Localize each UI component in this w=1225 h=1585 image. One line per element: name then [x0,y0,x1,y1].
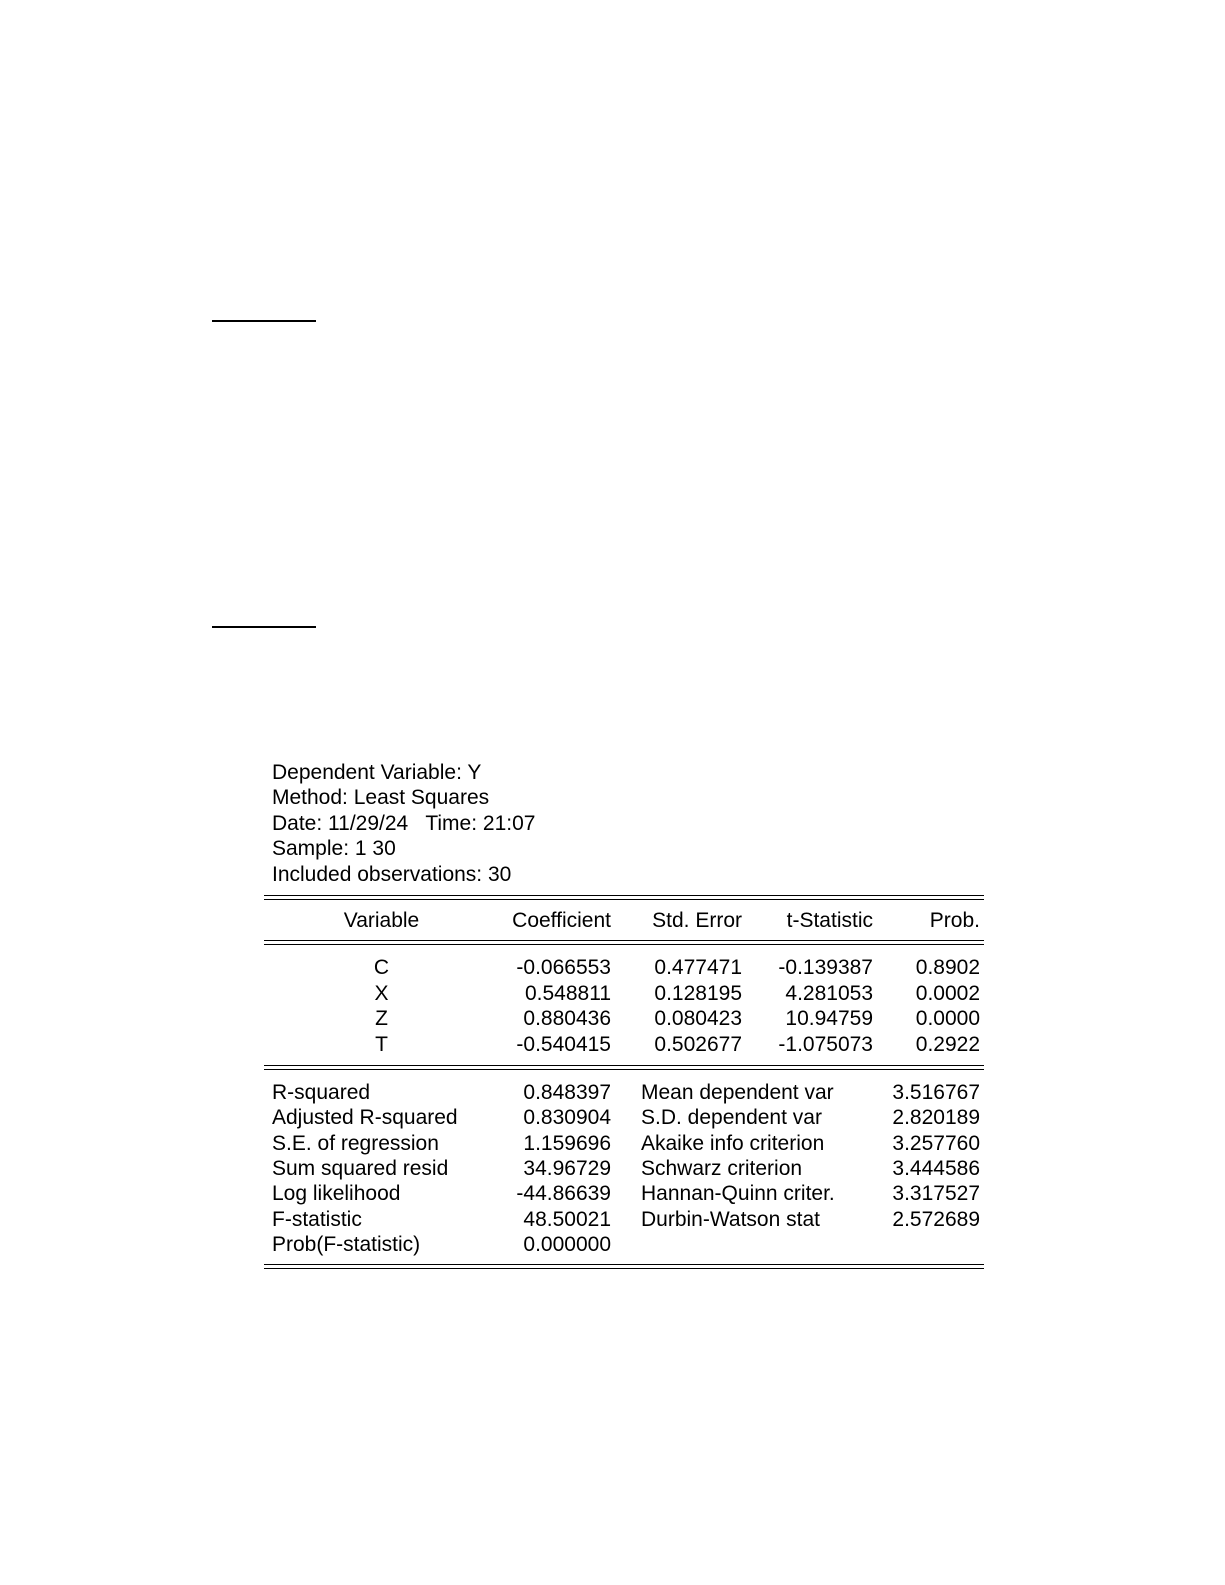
coefficient-value: -0.066553 [516,956,611,980]
sample-line: Sample: 1 30 [272,837,396,861]
col-header-std-error: Std. Error [652,908,742,932]
table-top-rule [264,895,984,900]
variable-name: Z [375,1007,388,1031]
stat-value: 2.820189 [892,1106,980,1130]
t-statistic-value: -0.139387 [778,956,873,980]
table-row [264,955,984,980]
col-header-t-statistic: t-Statistic [786,908,873,932]
stat-value: 1.159696 [523,1131,611,1155]
col-header-prob: Prob. [929,908,980,932]
regression-output [264,760,984,1269]
answer-blank-underline-2 [212,626,316,628]
stats-row [264,1207,984,1232]
stat-value: 0.830904 [523,1106,611,1130]
stat-label: Log likelihood [272,1182,401,1206]
stat-value: 34.96729 [523,1157,611,1181]
stats-row [264,1105,984,1130]
coefficient-value: 0.548811 [524,981,611,1005]
col-header-coefficient: Coefficient [512,908,611,932]
prob-value: 0.2922 [915,1032,980,1056]
stat-label: Prob(F-statistic) [272,1233,421,1257]
stats-row [264,1131,984,1156]
coefficient-value: 0.880436 [523,1007,611,1031]
stat-value: 0.000000 [523,1233,611,1257]
output-header [264,760,984,887]
stat-label: Adjusted R-squared [272,1106,458,1130]
answer-blank-underline-1 [212,320,316,322]
t-statistic-value: 10.94759 [785,1007,873,1031]
stats-row [264,1080,984,1105]
std-error-value: 0.502677 [654,1032,742,1056]
column-header-row [264,908,984,933]
stat-label: Akaike info criterion [641,1131,825,1155]
prob-value: 0.8902 [915,956,980,980]
summary-stats-block [264,1070,984,1264]
t-statistic-value: 4.281053 [785,981,873,1005]
dependent-variable-line: Dependent Variable: Y [272,761,482,784]
stats-row [264,1156,984,1181]
coefficient-value: -0.540415 [516,1032,611,1056]
std-error-value: 0.128195 [654,981,742,1005]
table-row [264,1032,984,1057]
stat-label: Sum squared resid [272,1157,449,1181]
stat-value: 0.848397 [523,1080,611,1104]
included-observations-line: Included observations: 30 [272,862,512,886]
stat-label: S.E. of regression [272,1131,439,1155]
stats-row [264,1232,984,1257]
stat-label: R-squared [272,1080,371,1104]
stat-value: 2.572689 [892,1207,980,1231]
table-bottom-rule [264,1264,984,1269]
stat-label: F-statistic [272,1207,362,1231]
variable-name: X [374,981,389,1005]
stat-label: S.D. dependent var [641,1106,822,1130]
stat-label: Schwarz criterion [641,1157,803,1181]
stat-value: 3.444586 [892,1157,980,1181]
stat-label: Hannan-Quinn criter. [641,1182,835,1206]
stat-value: 3.516767 [892,1080,980,1104]
std-error-value: 0.477471 [654,956,742,980]
table-row [264,1006,984,1031]
stat-value: 3.317527 [892,1182,980,1206]
coefficient-block [264,945,984,1065]
stat-value: 3.257760 [892,1131,980,1155]
stat-label: Mean dependent var [641,1080,834,1104]
std-error-value: 0.080423 [654,1007,742,1031]
t-statistic-value: -1.075073 [778,1032,873,1056]
variable-name: C [373,956,390,980]
prob-value: 0.0002 [915,981,980,1005]
variable-name: T [375,1032,388,1056]
method-line: Method: Least Squares [272,786,490,810]
stats-row [264,1181,984,1206]
stat-value: -44.86639 [516,1182,611,1206]
stat-value: 48.50021 [523,1207,611,1231]
prob-value: 0.0000 [915,1007,980,1031]
table-row [264,981,984,1006]
stat-label: Durbin-Watson stat [641,1207,820,1231]
date-time-line: Date: 11/29/24 Time: 21:07 [272,811,536,835]
col-header-variable: Variable [343,908,420,932]
